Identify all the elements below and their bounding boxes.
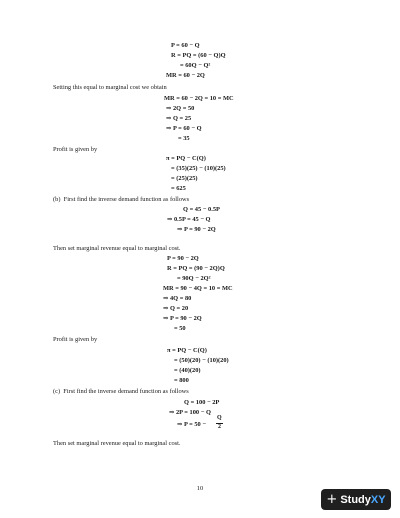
eq-b-price: P = 90 − 2Q [167,255,199,262]
text-then-set-1: Then set marginal revenue equal to marginal cost. [53,245,181,252]
eq-b-inverse: ⇒ P = 90 − 2Q [177,226,216,233]
eq-b-4q: ⇒ 4Q = 80 [163,295,192,302]
part-c-heading: (c) First find the inverse demand function as follows [53,388,189,395]
eq-profit: π = PQ − C(Q) [166,155,206,162]
part-b-heading: (b) First find the inverse demand function as follows [53,196,190,203]
eq-b-profit-step1: = (50)(20) − (10)(20) [174,357,229,364]
eq-profit-step2: = (25)(25) [171,175,198,182]
page-number: 10 [196,485,204,492]
eq-2q: ⇒ 2Q = 50 [166,105,195,112]
eq-mr-equals-mc: MR = 60 − 2Q = 10 = MC [164,95,234,102]
eq-marginal-revenue: MR = 60 − 2Q [166,72,205,79]
text-setting-equal: Setting this equal to marginal cost we obtain [53,84,167,91]
studyxy-watermark [321,489,391,510]
eq-c-inverse: ⇒ P = 50 − [177,421,206,428]
eq-profit-result: = 625 [171,185,186,192]
eq-b-p-value: = 50 [174,325,186,332]
eq-b-revenue: R = PQ = (90 − 2Q)Q [167,265,225,272]
eq-b-profit-step2: = (40)(20) [174,367,201,374]
eq-c-demand: Q = 100 − 2P [184,399,220,406]
eq-revenue: R = PQ = (60 − Q)Q [171,52,226,59]
eq-b-profit: π = PQ − C(Q) [167,347,207,354]
text-profit-1: Profit is given by [53,146,98,153]
eq-revenue-expanded: = 60Q − Q² [180,62,211,69]
eq-b-profit-result: = 800 [174,377,189,384]
eq-p: ⇒ P = 60 − Q [166,125,202,132]
eq-b-q: ⇒ Q = 20 [163,305,189,312]
eq-b-mr-equals-mc: MR = 90 − 4Q = 10 = MC [163,285,233,292]
eq-demand: P = 60 − Q [171,42,200,49]
eq-b-revenue-expanded: = 90Q − 2Q² [177,275,211,282]
fraction-numerator: Q [217,415,222,421]
eq-q: ⇒ Q = 25 [166,115,192,122]
eq-p-value: = 35 [178,135,190,142]
eq-b-demand: Q = 45 − 0.5P [183,206,220,213]
eq-b-p: ⇒ P = 90 − 2Q [163,315,202,322]
plus-icon: + [326,492,338,507]
eq-b-rearrange: ⇒ 0.5P = 45 − Q [167,216,211,223]
fraction-denominator: 2 [218,424,221,430]
studyxy-logo-text: StudyXY [340,493,386,506]
text-then-set-2: Then set marginal revenue equal to marginal cost. [53,440,181,447]
eq-c-rearrange: ⇒ 2P = 100 − Q [169,409,211,416]
eq-profit-step1: = (35)(25) − (10)(25) [171,165,226,172]
text-profit-2: Profit is given by [53,336,98,343]
